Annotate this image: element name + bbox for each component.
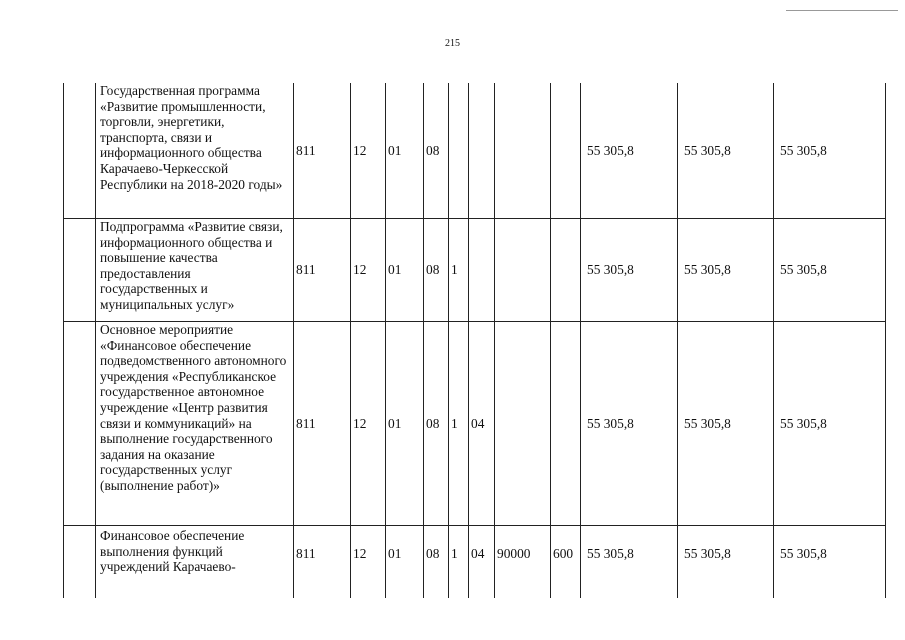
amount-2018: 55 305,8 (581, 526, 678, 599)
amount-2019: 55 305,8 (678, 219, 774, 322)
amount-2019: 55 305,8 (678, 83, 774, 219)
vr-cell (551, 219, 581, 322)
csr-subprogram-cell: 1 (449, 322, 469, 526)
csr-direction-cell (495, 83, 551, 219)
header-rule (786, 10, 898, 11)
pr-cell: 01 (386, 219, 424, 322)
budget-table (63, 83, 886, 598)
csr-subprogram-cell (449, 83, 469, 219)
csr-direction-cell (495, 322, 551, 526)
rz-cell: 12 (351, 526, 386, 599)
csr-event-cell: 04 (469, 526, 495, 599)
vr-cell (551, 322, 581, 526)
csr-direction-cell: 90000 (495, 526, 551, 599)
rz-cell: 12 (351, 322, 386, 526)
csr-program-cell: 08 (424, 219, 449, 322)
amount-2019: 55 305,8 (678, 322, 774, 526)
rz-cell: 12 (351, 83, 386, 219)
csr-event-cell (469, 83, 495, 219)
row-name: Основное мероприятие «Финансовое обеспечение подведомственного автономного учреждения «Республиканское государственное автономное учреждение «Центр развития связи и коммуникаций» на выполнение государственного задания на оказание государственных услуг (выполнение работ)» (96, 322, 294, 526)
row-name: Финансовое обеспечение выполнения функций учреждений Карачаево- (96, 526, 294, 599)
amount-2020: 55 305,8 (774, 83, 886, 219)
csr-subprogram-cell: 1 (449, 219, 469, 322)
row-name: Государственная программа «Развитие промышленности, торговли, энергетики, транспорта, связи и информационного общества Карачаево-Черкесской Республики на 2018-2020 годы» (96, 83, 294, 219)
amount-2020: 55 305,8 (774, 219, 886, 322)
vr-cell (551, 83, 581, 219)
amount-2018: 55 305,8 (581, 219, 678, 322)
csr-event-cell: 04 (469, 322, 495, 526)
pr-cell: 01 (386, 322, 424, 526)
csr-program-cell: 08 (424, 526, 449, 599)
blank-cell (64, 322, 96, 526)
amount-2020: 55 305,8 (774, 322, 886, 526)
csr-event-cell (469, 219, 495, 322)
vr-cell: 600 (551, 526, 581, 599)
blank-cell (64, 526, 96, 599)
csr-program-cell: 08 (424, 322, 449, 526)
table-row (64, 322, 886, 526)
ved-cell: 811 (294, 219, 351, 322)
amount-2018: 55 305,8 (581, 322, 678, 526)
csr-direction-cell (495, 219, 551, 322)
pr-cell: 01 (386, 526, 424, 599)
amount-2019: 55 305,8 (678, 526, 774, 599)
ved-cell: 811 (294, 526, 351, 599)
csr-program-cell: 08 (424, 83, 449, 219)
rz-cell: 12 (351, 219, 386, 322)
page-number: 215 (445, 38, 460, 49)
table-row (64, 526, 886, 599)
amount-2018: 55 305,8 (581, 83, 678, 219)
table-row (64, 219, 886, 322)
ved-cell: 811 (294, 83, 351, 219)
blank-cell (64, 219, 96, 322)
row-name: Подпрограмма «Развитие связи, информационного общества и повышение качества предоставления государственных и муниципальных услуг» (96, 219, 294, 322)
ved-cell: 811 (294, 322, 351, 526)
pr-cell: 01 (386, 83, 424, 219)
table-row (64, 83, 886, 219)
amount-2020: 55 305,8 (774, 526, 886, 599)
csr-subprogram-cell: 1 (449, 526, 469, 599)
blank-cell (64, 83, 96, 219)
